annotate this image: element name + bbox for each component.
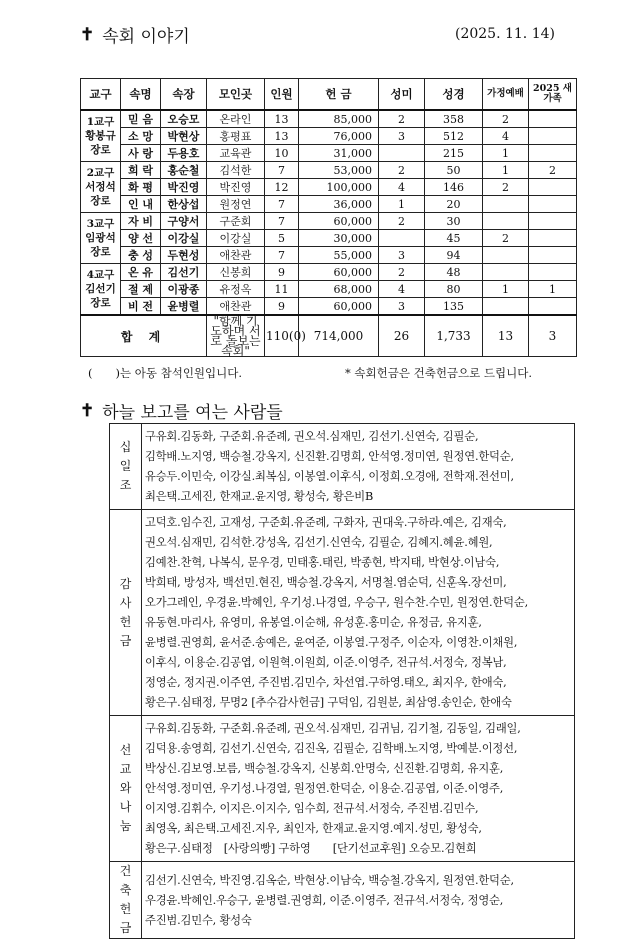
cell-place: 이강실 [207,230,265,247]
table-row [81,110,577,128]
cell-place: 김석한 [207,162,265,179]
cell-newfam [529,230,577,247]
section-title-cell-stories [80,22,190,47]
cell-worship [483,196,529,213]
cell-offering: 36,000 [299,196,379,213]
cell-leader: 두현성 [161,247,207,264]
parish-cell: 3교구 임광석 장로 [81,213,121,264]
cell-newfam [529,298,577,316]
child-attendance-note: ( )는 아동 참석인원입니다. [88,366,243,380]
cell-leader: 오승모 [161,110,207,128]
table-header-row [81,79,577,111]
cell-leader: 두용호 [161,145,207,162]
cell-bible: 80 [425,281,483,298]
giver-section-row [110,862,575,939]
cell-bible: 20 [425,196,483,213]
cell-offering: 100,000 [299,179,379,196]
cell-leader: 김선기 [161,264,207,281]
cell-rice: 3 [379,298,425,316]
cell-place: 애찬관 [207,247,265,264]
table-row [81,179,577,196]
cell-place: 교육관 [207,145,265,162]
total-newfamily: 3 [529,315,577,357]
cell-rice: 4 [379,281,425,298]
cell-leader: 구양서 [161,213,207,230]
cell-newfam: 2 [529,162,577,179]
cell-name: 충 성 [121,247,161,264]
giver-category: 선 교 와 나 눔 [110,716,142,862]
cell-rice: 2 [379,264,425,281]
cell-place: 홍평표 [207,128,265,145]
givers-title: 하늘 보고를 여는 사람들 [102,403,283,423]
giver-category: 십 일 조 [110,424,142,510]
cell-name: 절 제 [121,281,161,298]
cell-count: 13 [265,128,299,145]
cell-leader: 이광종 [161,281,207,298]
report-date: (2025. 11. 14) [455,26,555,42]
cell-newfam [529,179,577,196]
table-row [81,247,577,264]
cell-rice [379,145,425,162]
giver-names: 고덕호.임수진, 고재성, 구준회.유준례, 구화자, 권대욱.구하라.예은, 김재숙, 권오석.심재민, 김석한.강성옥, 김선기.신연숙, 김필순, 김혜지.혜윤.혜원, 김예찬.찬혁, 나복식, 문우경, 민태홍.태린, 박종현, 박지태, 박현상.이남숙, 박희태, 방성자, 백선민.현진, 백승철.강옥지, 서명철.염순덕, 신훈옥.장선미, 오가그레인, 우경윤.박혜인, 우기성.나경열, 우승구, 원수찬.수민, 원정연.한덕순, 유동현.마리사, 유영미, 유봉열.이순해, 유성훈.홍미순, 유정금, 유지훈, 윤병렬.권영희, 윤서준.송예은, 윤여준, 이봉열.구정주, 이순자, 이영찬.이채원, 이후식, 이용순.김공엽, 이원혁.이원희, 이준.이영주, 전규석.서정숙, 정복남, 정영순, 정지권.이주연, 주진범.김민수, 차선엽.구하영.태오, 최지우, 한애숙, 황은구.심태정, 무명2 [추수감사헌금] 구덕임, 김원분, 최삼영.송인순, 한애숙 [142,510,575,716]
cell-worship [483,247,529,264]
col-header: 가정예배 [483,79,529,111]
cell-bible: 45 [425,230,483,247]
cell-newfam [529,247,577,264]
cell-place: 애찬관 [207,298,265,316]
cell-name: 자 비 [121,213,161,230]
table-row [81,264,577,281]
cell-leader: 윤병렬 [161,298,207,316]
section-title-givers [80,398,283,423]
cell-name: 화 평 [121,179,161,196]
total-row [81,315,577,357]
cell-bible: 50 [425,162,483,179]
givers-table [109,423,575,939]
cell-worship [483,213,529,230]
cell-place: 온라인 [207,110,265,128]
cell-newfam [529,128,577,145]
cell-rice: 2 [379,213,425,230]
total-offering: 714,000 [299,315,379,357]
cell-place: 유정옥 [207,281,265,298]
cell-newfam [529,213,577,230]
cell-worship: 1 [483,162,529,179]
cell-count: 5 [265,230,299,247]
cell-bible: 215 [425,145,483,162]
giver-names: 김선기.신연숙, 박진영.김옥순, 박현상.이남숙, 백승철.강옥지, 원정연.한덕순, 우경윤.박혜인.우승구, 윤병렬.권영희, 이준.이영주, 전규석.서정숙, 정영순, 주진범.김민수, 황성숙 [142,862,575,939]
cell-offering: 30,000 [299,230,379,247]
cell-name: 사 랑 [121,145,161,162]
total-label: 합 계 [81,315,207,357]
giver-section-row [110,424,575,510]
cell-worship: 2 [483,230,529,247]
cell-rice: 3 [379,128,425,145]
cell-offering: 60,000 [299,298,379,316]
cell-offering: 68,000 [299,281,379,298]
table-row [81,162,577,179]
cell-count: 7 [265,213,299,230]
col-header: 모인곳 [207,79,265,111]
cell-offering: 60,000 [299,264,379,281]
total-worship: 13 [483,315,529,357]
cell-count: 10 [265,145,299,162]
cross-icon: ✝ [80,400,95,421]
motto-text: "함께 기도하며 서로 돌보는 속회" [207,315,265,357]
col-header: 속명 [121,79,161,111]
cell-worship: 1 [483,145,529,162]
table-row [81,213,577,230]
giver-section-row [110,716,575,862]
cell-bible: 512 [425,128,483,145]
cell-newfam [529,145,577,162]
cell-newfam [529,264,577,281]
giver-names: 구유회.김동화, 구준회.유준례, 권오석.심재민, 김선기.신연숙, 김필순, 김학배.노지영, 백승철.강옥지, 신진환.김명희, 안석영.정미연, 원정연.한덕순, 유승두.이민숙, 이강실.최복심, 이봉열.이후식, 이정희.오경애, 전학재.전선미, 최은택.고세진, 한재교.윤지영, 황성숙, 황은비B [142,424,575,510]
cell-rice [379,230,425,247]
col-header: 2025 새가족 [529,79,577,111]
cell-rice: 3 [379,247,425,264]
col-header: 교구 [81,79,121,111]
cell-leader: 한상섭 [161,196,207,213]
cell-bible: 30 [425,213,483,230]
giver-section-row [110,510,575,716]
cell-leader: 이강실 [161,230,207,247]
table-row [81,230,577,247]
col-header: 성미 [379,79,425,111]
cell-place: 구준회 [207,213,265,230]
cell-bible: 94 [425,247,483,264]
cell-rice: 2 [379,110,425,128]
cell-worship: 1 [483,281,529,298]
cell-bible: 48 [425,264,483,281]
cell-leader: 홍순철 [161,162,207,179]
cell-worship: 2 [483,179,529,196]
cell-count: 7 [265,196,299,213]
cell-name: 온 유 [121,264,161,281]
cell-bible: 146 [425,179,483,196]
cell-offering: 31,000 [299,145,379,162]
cell-newfam [529,110,577,128]
cell-offering: 55,000 [299,247,379,264]
total-rice: 26 [379,315,425,357]
cell-newfam: 1 [529,281,577,298]
table-row [81,298,577,316]
cell-offering: 53,000 [299,162,379,179]
cell-name: 비 전 [121,298,161,316]
cell-offering: 60,000 [299,213,379,230]
cell-worship [483,298,529,316]
parish-cell: 4교구 김선기 장로 [81,264,121,316]
cell-rice: 2 [379,162,425,179]
cell-name: 희 락 [121,162,161,179]
cell-bible: 135 [425,298,483,316]
cell-newfam [529,196,577,213]
cell-count: 13 [265,110,299,128]
total-count: 110(0) [265,315,299,357]
giver-names: 구유회.김동화, 구준회.유준례, 권오석.심재민, 김귀님, 김기철, 김동일, 김래일, 김덕용.송영희, 김선기.신연숙, 김진옥, 김필순, 김학배.노지영, 박예분.이정선, 박상신.김보영.보름, 백승철.강옥지, 신봉희.안명숙, 신진환.김명희, 유지훈, 안석영.정미연, 우기성.나경열, 원정연.한덕순, 이용순.김공엽, 이준.이영주, 이지영.김휘수, 이지은.이지수, 임수희, 전규석.서정숙, 주진범.김민수, 최영옥, 최은택.고세진.지우, 최인자, 한재교.윤지영.예지.성민, 황성숙, 황은구.심태정 [사랑의빵] 구하영 [단기선교후원] 오승모.김현희 [142,716,575,862]
cell-name: 소 망 [121,128,161,145]
parish-cell: 1교구 황봉규 장로 [81,110,121,162]
total-bible: 1,733 [425,315,483,357]
cell-count: 7 [265,247,299,264]
cell-count: 7 [265,162,299,179]
col-header: 인원 [265,79,299,111]
cell-count: 12 [265,179,299,196]
cell-worship: 2 [483,110,529,128]
cell-place: 신봉희 [207,264,265,281]
cell-worship: 4 [483,128,529,145]
table-row [81,196,577,213]
giver-category: 건 축 헌 금 [110,862,142,939]
parish-cell: 2교구 서정석 장로 [81,162,121,213]
cell-rice: 1 [379,196,425,213]
offering-note: * 속회헌금은 건축헌금으로 드립니다. [345,366,533,380]
cell-count: 9 [265,298,299,316]
cell-worship [483,264,529,281]
cross-icon: ✝ [80,24,95,45]
cell-leader: 박현상 [161,128,207,145]
cell-place: 원정연 [207,196,265,213]
cell-count: 9 [265,264,299,281]
col-header: 헌 금 [299,79,379,111]
cell-leader: 박진영 [161,179,207,196]
col-header: 성경 [425,79,483,111]
table-row [81,128,577,145]
cell-bible: 358 [425,110,483,128]
table-row [81,145,577,162]
cell-name: 인 내 [121,196,161,213]
cell-offering: 85,000 [299,110,379,128]
cell-meeting-table [80,78,577,357]
col-header: 속장 [161,79,207,111]
cell-rice: 4 [379,179,425,196]
cell-name: 믿 음 [121,110,161,128]
giver-category: 감 사 헌 금 [110,510,142,716]
cell-place: 박진영 [207,179,265,196]
cell-offering: 76,000 [299,128,379,145]
cell-name: 양 선 [121,230,161,247]
table-row [81,281,577,298]
cell-stories-title: 속회 이야기 [102,27,190,47]
cell-count: 11 [265,281,299,298]
